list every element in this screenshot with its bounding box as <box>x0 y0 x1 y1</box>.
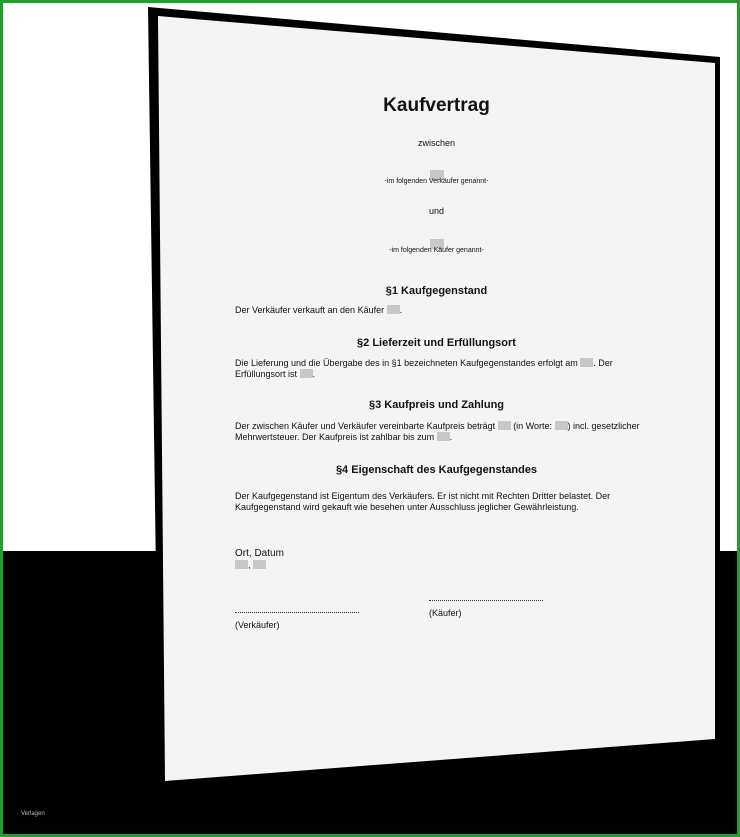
section-3-text: Der zwischen Käufer und Verkäufer vereinbarte Kaufpreis beträgt (in Worte: ) incl. gesetzlicher Mehrwertsteuer. Der Kaufpreis ist zahlbar bis zum . <box>235 421 640 442</box>
buyer-signature-line <box>429 600 543 601</box>
price-field[interactable] <box>498 421 511 430</box>
section-4-text: Der Kaufgegenstand ist Eigentum des Verkäufers. Er ist nicht mit Rechten Dritter belastet. Der Kaufgegenstand wird gekauft wie besehen unter Ausschluss jeglicher Gewährleistung. <box>235 491 611 512</box>
place-date-fields: , <box>235 560 266 571</box>
seller-signature-line <box>235 612 359 613</box>
place-date-label: Ort, Datum <box>235 548 284 559</box>
place-of-performance-field[interactable] <box>300 369 313 378</box>
section-2-text: Die Lieferung und die Übergabe des in §1 bezeichneten Kaufgegenstandes erfolgt am . Der Erfüllungsort ist . <box>235 358 613 379</box>
price-in-words-field[interactable] <box>555 421 568 430</box>
section-1-text: Der Verkäufer verkauft an den Käufer . <box>235 305 403 315</box>
date-field[interactable] <box>253 560 266 569</box>
place-field[interactable] <box>235 560 248 569</box>
between-label: zwischen <box>417 138 455 148</box>
watermark-text: Verlagen <box>21 811 45 817</box>
section-1-heading: §1 Kaufgegenstand <box>385 285 488 297</box>
section-3-heading: §3 Kaufpreis und Zahlung <box>368 399 505 411</box>
item-field[interactable] <box>387 305 400 314</box>
section-2-heading: §2 Lieferzeit und Erfüllungsort <box>357 337 516 349</box>
seller-signature-label: (Verkäufer) <box>235 620 280 630</box>
contract-page <box>153 11 720 791</box>
image-frame <box>3 3 737 834</box>
delivery-date-field[interactable] <box>580 358 593 367</box>
document-title: Kaufvertrag <box>383 95 490 116</box>
and-label: und <box>428 206 445 216</box>
seller-note: -im folgenden Verkäufer genannt- <box>384 178 489 185</box>
buyer-note: -im folgenden Käufer genannt- <box>389 247 484 254</box>
section-4-heading: §4 Eigenschaft des Kaufgegenstandes <box>335 464 538 476</box>
buyer-signature-label: (Käufer) <box>429 608 462 618</box>
payment-due-date-field[interactable] <box>437 432 450 441</box>
